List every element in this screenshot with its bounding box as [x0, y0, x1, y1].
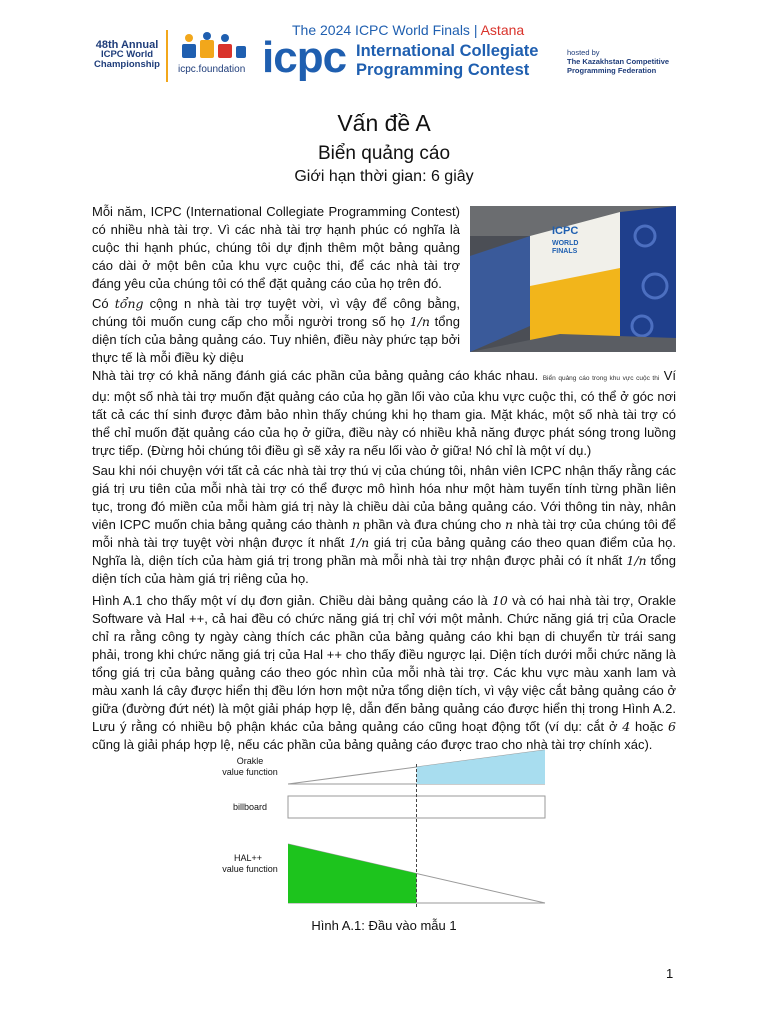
- paragraph-1: Mỗi năm, ICPC (International Collegiate Programming Contest) có nhiều nhà tài trợ. Vì các nhà tài trợ hạnh phúc có nghĩa là cuộc thi hạnh phúc, chúng tôi dự định thêm một bảng quảng cáo dài ở một bên của khu vực cuộc thi, để các nhà tài trợ đáng yêu của chúng tôi có thể đặt quảng cáo của họ trên đó.: [92, 204, 460, 291]
- annual-line-1: 48th Annual: [95, 39, 159, 51]
- figure-caption: Hình A.1: Đầu vào mẫu 1: [311, 918, 457, 933]
- hal-share-area: [288, 844, 417, 903]
- photo-sign-line-2: WORLD: [552, 240, 579, 247]
- paragraph-4: [92, 462, 676, 588]
- host-line-1: hosted by: [567, 48, 600, 57]
- hal-label-1: HAL++: [233, 853, 263, 863]
- foundation-label: icpc.foundation: [178, 64, 246, 75]
- event-city: Astana: [480, 22, 525, 38]
- orakle-share-area: [417, 750, 546, 784]
- orakle-label-2: value function: [222, 767, 278, 777]
- hal-label-2: value function: [222, 864, 278, 874]
- photo-sign-line-1: ICPC: [552, 225, 579, 237]
- p4-fraction-1: 1/n: [348, 535, 370, 550]
- billboard-photo: [470, 206, 676, 352]
- p4-fraction-2: 1/n: [626, 553, 647, 568]
- p5-math-four: 4: [622, 719, 631, 734]
- p4-text-d: giá trị của bảng quảng cáo theo quan điểm của họ. Nghĩa là, diện tích của hàm giá trị trong phần mà mỗi nhà tài trợ nhận được phải có ít nhất: [92, 535, 677, 568]
- host-label: [567, 48, 669, 75]
- annual-line-2: ICPC World: [100, 49, 154, 60]
- annual-championship-label: [88, 40, 166, 70]
- problem-name: Biển quảng cáo: [317, 143, 451, 164]
- header-divider: [166, 30, 168, 82]
- p4-text-a: Sau khi nói chuyện với tất cả các nhà tài trợ thú vị của chúng tôi, nhân viên ICPC nhận thấy rằng các giá trị ưu tiên của mỗi nhà tài trợ có thể được mô hình hóa như một hàm tuyến tính từng phần liên tục, trong đó miền của mỗi hàm giá trị này là chiều dài của bảng quảng cáo. Với thông tin này, nhân viên ICPC muốn chia bảng quảng cáo thành: [92, 463, 676, 532]
- icpc-wordmark: icpc: [262, 33, 347, 82]
- paragraph-5: [92, 592, 676, 754]
- host-line-3: Programming Federation: [567, 66, 657, 75]
- paragraph-3: [92, 367, 676, 460]
- p5-text-d: cũng là giải pháp hợp lệ, nếu các phần của bảng quảng cáo được trao cho nhà tài trợ chính xác).: [92, 737, 653, 752]
- p2-text-a: Có: [92, 296, 115, 311]
- annual-line-3: Championship: [94, 59, 160, 70]
- p4-text-b: phần và đưa chúng cho: [360, 517, 506, 532]
- p3-text-b: Ví dụ: một số nhà tài trợ muốn đặt quảng cáo của họ gần lối vào của khu vực cuộc thi, có thể ở góc nơi tất cả các thí sinh được đảm bảo nhìn thấy chúng khi họ tham gia. Mặt khác, một số nhà tài trợ có thể chỉ muốn đặt quảng cáo của họ ở giữa, điều này có nhiều khả năng được phát sóng trong luồng trực tiếp. (Đừng hỏi chúng tôi điều gì sẽ xảy ra nếu lối vào ở giữa! Nó chỉ là một ví dụ.): [92, 368, 676, 458]
- paragraph-2: [92, 295, 460, 367]
- billboard-label: billboard: [232, 802, 268, 812]
- foundation-logo-icon: [180, 30, 250, 64]
- p2-text-c: tổng diện tích của bảng quảng cáo. Tuy nhiên, điều này phức tạp bởi thực tế là mỗi điều kỳ diệu: [92, 314, 460, 365]
- p2-text-b: cộng n nhà tài trợ tuyệt vời, vì vậy để công bằng, chúng tôi muốn cung cấp cho mỗi người trong số họ: [92, 296, 460, 329]
- photo-sign-line-3: FINALS: [552, 248, 578, 255]
- orakle-label-1: Orakle: [236, 756, 264, 766]
- p4-text-e: tổng diện tích của hàm giá trị riêng của họ.: [92, 553, 676, 586]
- event-title: The 2024 ICPC World Finals | Astana: [292, 22, 525, 38]
- p5-text-a: Hình A.1 cho thấy một ví dụ đơn giản. Chiều dài bảng quảng cáo là: [92, 593, 492, 608]
- p3-text-a: Nhà tài trợ có khả năng đánh giá các phần của bảng quảng cáo khác nhau.: [92, 368, 543, 383]
- contest-name-line-1: International Collegiate: [356, 42, 539, 60]
- figure-value-functions: [218, 748, 550, 910]
- contest-name: [356, 42, 538, 80]
- p5-math-six: 6: [668, 719, 676, 734]
- time-limit: Giới hạn thời gian: 6 giây: [294, 168, 474, 185]
- p5-text-b: và có hai nhà tài trợ, Orakle Software và Hal ++, cả hai đều có chức năng giá trị chỉ với một mảnh. Chức năng giá trị của Oracle chỉ ra rằng công ty ngày càng thích các phần của bảng quảng cáo khi bạn di chuyển từ trái sang phải, trong khi chức năng giá trị của Hal ++ cho thấy điều ngược lại. Diện tích dưới mỗi chức năng là tổng giá trị của bảng quảng cáo theo góc nhìn của mỗi nhà tài trợ. Các khu vực màu xanh lam và màu xanh lá cây được hiển thị đều lớn hơn một nửa tổng diện tích, vì vậy việc cắt bảng quảng cáo ở giữa (đường đứt nét) là một giải pháp hợp lệ, dẫn đến bảng quảng cáo được hiển thị trong Hình A.2. Lưu ý rằng có nhiều bộ phận khác của bảng quảng cáo cũng hoạt động tốt (ví dụ: cắt ở: [92, 593, 676, 734]
- problem-label: Vấn đề A: [337, 110, 431, 136]
- p4-text-c: nhà tài trợ của chúng tôi để mỗi nhà tài trợ tuyệt vời nhận được ít nhất: [92, 517, 676, 550]
- p4-math-n2: n: [505, 517, 514, 532]
- p4-math-n1: n: [352, 517, 361, 532]
- event-name: The 2024 ICPC World Finals: [292, 22, 470, 38]
- page-number: 1: [666, 966, 674, 981]
- photo-caption: Biển quảng cáo trong khu vực cuộc thi: [542, 375, 660, 382]
- p5-math-ten: 10: [491, 593, 508, 608]
- host-line-2: The Kazakhstan Competitive: [567, 57, 670, 66]
- p2-fraction: 1/n: [409, 314, 430, 329]
- contest-name-line-2: Programming Contest: [356, 61, 530, 79]
- p5-text-c: hoặc: [630, 719, 669, 734]
- p2-emphasis: tổng: [114, 296, 144, 311]
